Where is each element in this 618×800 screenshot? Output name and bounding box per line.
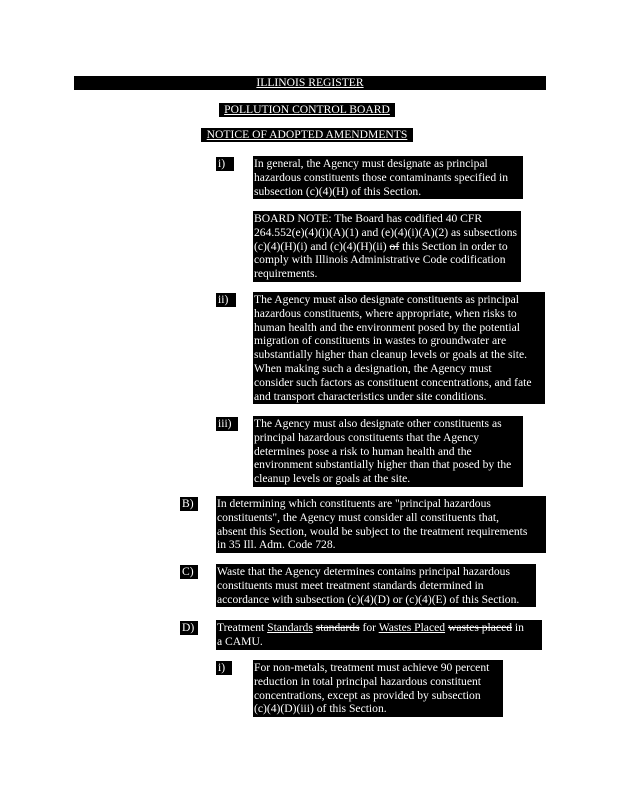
text-line: a CAMU. xyxy=(217,634,263,648)
text-line: constituents", the Agency must consider all constituents that, xyxy=(217,510,499,524)
text-line: migration of constituents in wastes to groundwater are xyxy=(254,334,507,348)
text-line: concentrations, except as provided by subsection xyxy=(254,688,481,702)
text-line: in 35 Ill. Adm. Code 728. xyxy=(217,538,336,552)
inserted-text: Wastes Placed xyxy=(378,621,446,634)
text-fragment: Treatment xyxy=(217,621,268,634)
text-line: Waste that the Agency determines contains principal hazardous xyxy=(217,565,510,578)
text-line: comply with Illinois Administrative Code codification xyxy=(254,253,506,267)
text-fragment: in xyxy=(512,621,524,634)
text-line xyxy=(254,240,518,254)
header-notice: NOTICE OF ADOPTED AMENDMENTS xyxy=(201,128,413,142)
text-line: hazardous constituents, where appropriate, when risks to xyxy=(254,306,517,320)
item-D-text xyxy=(216,620,542,650)
text-line xyxy=(217,621,539,635)
text-line: The Agency must also designate constituents as principal xyxy=(254,293,519,306)
inserted-text: Standards xyxy=(267,621,313,634)
text-line: In general, the Agency must designate as principal xyxy=(254,157,488,170)
item-B-text xyxy=(216,496,546,553)
text-fragment: this Section in order to xyxy=(399,239,508,253)
text-line: For non-metals, treatment must achieve 90 percent xyxy=(254,661,490,674)
text-line: requirements. xyxy=(254,267,318,281)
text-line: reduction in total principal hazardous constituent xyxy=(254,674,481,688)
text-line: hazardous constituents those contaminants specified in xyxy=(254,170,509,184)
item-D-i-text xyxy=(253,660,503,717)
text-line: determines pose a risk to human health and the xyxy=(254,444,472,458)
text-line: principal hazardous constituents that the Agency xyxy=(254,430,480,444)
text-line: consider such factors as constituent concentrations, and fate xyxy=(254,375,532,389)
item-i-text xyxy=(253,156,523,199)
text-line: environment substantially higher than that posed by the xyxy=(254,458,512,472)
board-note xyxy=(253,211,521,282)
text-line: In determining which constituents are "principal hazardous xyxy=(217,497,491,510)
text-line: absent this Section, would be subject to the treatment requirements xyxy=(217,524,528,538)
item-iii-marker: iii) xyxy=(216,417,238,431)
item-iii-text xyxy=(253,416,523,487)
text-line: human health and the environment posed by the potential xyxy=(254,320,520,334)
text-line: subsection (c)(4)(H) of this Section. xyxy=(254,184,422,198)
text-line: When making such a designation, the Agency must xyxy=(254,361,492,375)
text-line: and transport characteristics under site conditions. xyxy=(254,389,487,403)
item-D-i-marker: i) xyxy=(216,661,232,675)
item-i-marker: i) xyxy=(216,157,234,171)
text-line: BOARD NOTE: The Board has codified 40 CFR xyxy=(254,212,483,225)
struck-text: of xyxy=(389,239,400,253)
header-board: POLLUTION CONTROL BOARD xyxy=(219,103,395,117)
text-line: 264.552(e)(4)(i)(A)(1) and (e)(4)(i)(A)(2) as subsections xyxy=(254,225,518,239)
text-line: accordance with subsection (c)(4)(D) or (c)(4)(E) of this Section. xyxy=(217,592,520,606)
header-register: ILLINOIS REGISTER xyxy=(256,76,364,89)
text-line: substantially higher than cleanup levels or goals at the site. xyxy=(254,348,528,362)
item-B-marker: B) xyxy=(180,497,198,511)
text-line: cleanup levels or goals at the site. xyxy=(254,472,411,486)
struck-text: standards xyxy=(315,621,360,634)
item-C-marker: C) xyxy=(180,565,198,579)
text-fragment: (c)(4)(H)(i) and (c)(4)(H)(ii) xyxy=(254,239,390,253)
item-ii-text xyxy=(253,292,545,404)
text-line: (c)(4)(D)(iii) of this Section. xyxy=(254,702,387,716)
text-line: constituents must meet treatment standards determined in xyxy=(217,578,484,592)
text-fragment: for xyxy=(359,621,379,634)
text-line: The Agency must also designate other constituents as xyxy=(254,417,502,430)
struck-text: wastes placed xyxy=(447,621,513,634)
item-C-text xyxy=(216,564,536,607)
item-ii-marker: ii) xyxy=(216,293,236,307)
item-D-marker: D) xyxy=(180,621,198,635)
